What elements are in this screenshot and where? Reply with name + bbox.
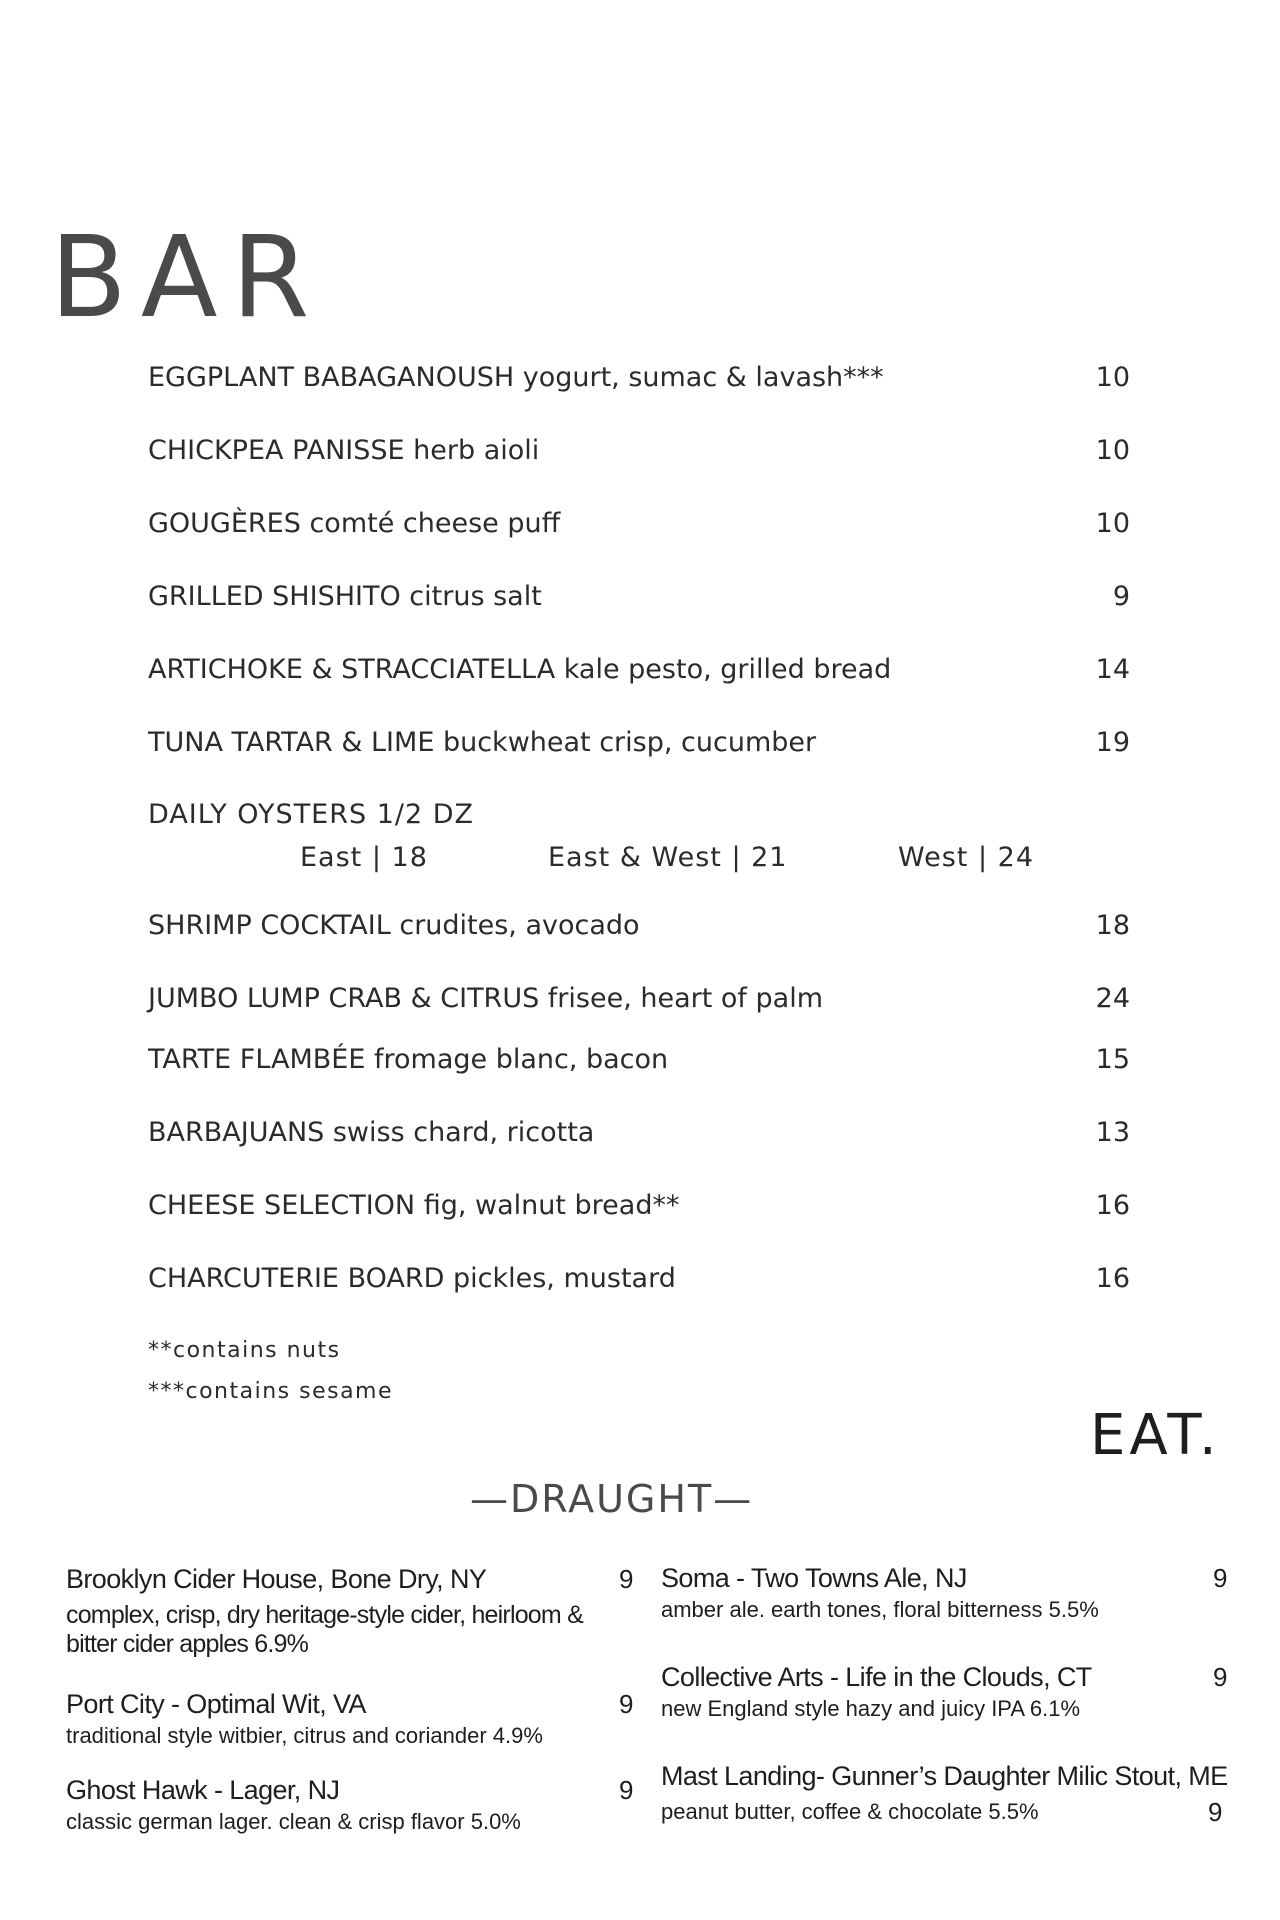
- beer-name: Ghost Hawk - Lager, NJ: [66, 1775, 340, 1805]
- menu-item-text: BARBAJUANS swiss chard, ricotta: [148, 1117, 595, 1148]
- menu-item-text: CHEESE SELECTION fig, walnut bread**: [148, 1190, 680, 1221]
- menu-item-text: ARTICHOKE & STRACCIATELLA kale pesto, grilled bread: [148, 654, 892, 685]
- menu-item: [148, 1113, 1130, 1153]
- oyster-option-west: West | 24: [898, 842, 1034, 873]
- menu-item-price: 10: [1095, 508, 1130, 539]
- menu-item-price: 16: [1095, 1263, 1130, 1294]
- beer-description: new England style hazy and juicy IPA 6.1%: [661, 1696, 1081, 1721]
- beer-description: traditional style witbier, citrus and coriander 4.9%: [66, 1723, 543, 1748]
- menu-item: [148, 1040, 1130, 1080]
- beer-description: peanut butter, coffee & chocolate 5.5%: [661, 1799, 1039, 1824]
- beer-price: 9: [1208, 1797, 1223, 1827]
- beer-price: 9: [619, 1689, 634, 1719]
- beer-price: 9: [1213, 1563, 1228, 1593]
- menu-item-price: 9: [1112, 581, 1130, 612]
- oyster-option-east-west: East & West | 21: [548, 842, 788, 873]
- beer-description: amber ale. earth tones, floral bitterness 5.5%: [661, 1597, 1099, 1622]
- beer-item: [66, 1772, 636, 1836]
- menu-item-text: CHICKPEA PANISSE herb aioli: [148, 435, 540, 466]
- menu-item-text: SHRIMP COCKTAIL crudites, avocado: [148, 910, 640, 941]
- menu-item: [148, 979, 1130, 1019]
- beer-item: [661, 1758, 1241, 1826]
- menu-item-price: 13: [1095, 1117, 1130, 1148]
- beer-name: Collective Arts - Life in the Clouds, CT: [661, 1662, 1092, 1692]
- beer-item: [66, 1686, 636, 1750]
- menu-item-text: CHARCUTERIE BOARD pickles, mustard: [148, 1263, 676, 1294]
- allergen-note-nuts: **contains nuts: [148, 1338, 341, 1363]
- beer-description: complex, crisp, dry heritage-style cider, heirloom & bitter cider apples 6.9%: [66, 1601, 583, 1658]
- menu-item: [148, 723, 1130, 763]
- menu-item-price: 16: [1095, 1190, 1130, 1221]
- menu-item-price: 24: [1095, 983, 1130, 1014]
- menu-item-text: TUNA TARTAR & LIME buckwheat crisp, cucumber: [148, 727, 817, 758]
- menu-item-price: 19: [1095, 727, 1130, 758]
- beer-item: [661, 1659, 1241, 1723]
- draught-section-title: —DRAUGHT—: [470, 1477, 754, 1521]
- beer-name: Brooklyn Cider House, Bone Dry, NY: [66, 1564, 487, 1594]
- menu-item: [148, 577, 1130, 617]
- beer-price: 9: [1213, 1662, 1228, 1692]
- menu-item-text: TARTE FLAMBÉE fromage blanc, bacon: [148, 1044, 669, 1075]
- page-title: BAR: [50, 213, 324, 343]
- beer-name: Port City - Optimal Wit, VA: [66, 1689, 366, 1719]
- oysters-heading: DAILY OYSTERS 1/2 DZ: [148, 799, 475, 830]
- menu-item-price: 10: [1095, 435, 1130, 466]
- menu-item: [148, 1186, 1130, 1226]
- menu-item: [148, 504, 1130, 544]
- menu-item: [148, 1259, 1130, 1299]
- beer-name: Soma - Two Towns Ale, NJ: [661, 1563, 967, 1593]
- menu-item-text: GRILLED SHISHITO citrus salt: [148, 581, 542, 612]
- beer-name: Mast Landing- Gunner’s Daughter Milic Stout, ME: [661, 1761, 1228, 1791]
- menu-item-price: 15: [1095, 1044, 1130, 1075]
- menu-item: [148, 650, 1130, 690]
- eat-label: EAT.: [1090, 1403, 1221, 1468]
- menu-item-text: EGGPLANT BABAGANOUSH yogurt, sumac & lavash***: [148, 362, 884, 393]
- menu-item-price: 14: [1095, 654, 1130, 685]
- oyster-option-east: East | 18: [300, 842, 428, 873]
- beer-price: 9: [619, 1564, 634, 1594]
- beer-description: classic german lager. clean & crisp flavor 5.0%: [66, 1809, 521, 1834]
- menu-item: [148, 431, 1130, 471]
- menu-item: [148, 906, 1130, 946]
- menu-item: [148, 358, 1130, 398]
- allergen-note-sesame: ***contains sesame: [148, 1379, 394, 1404]
- menu-item-text: JUMBO LUMP CRAB & CITRUS frisee, heart of palm: [148, 983, 823, 1014]
- beer-item: [66, 1561, 636, 1659]
- beer-item: [661, 1560, 1241, 1624]
- menu-item-text: GOUGÈRES comté cheese puff: [148, 508, 561, 539]
- menu-item-price: 18: [1095, 910, 1130, 941]
- menu-item-price: 10: [1095, 362, 1130, 393]
- beer-price: 9: [619, 1775, 634, 1805]
